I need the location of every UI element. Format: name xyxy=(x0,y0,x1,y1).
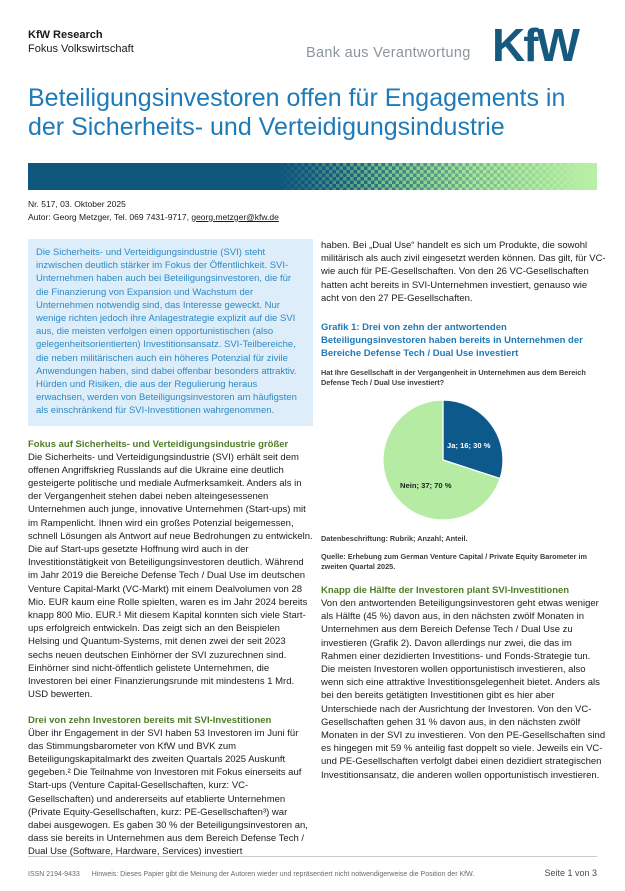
right-column xyxy=(321,239,606,782)
chart-data-label-note: Datenbeschriftung: Rubrik; Anzahl; Anteil. xyxy=(321,534,468,544)
meta-block xyxy=(28,198,279,224)
brand-kfw-research: KfW Research xyxy=(28,29,103,41)
section-heading: Drei von zehn Investoren bereits mit SVI-Investitionen xyxy=(28,714,272,726)
page-number: Seite 1 von 3 xyxy=(544,868,597,878)
author-email-link[interactable]: georg.metzger@kfw.de xyxy=(191,212,279,222)
chart-question: Hat Ihre Gesellschaft in der Vergangenheit in Unternehmen aus dem Bereich Defense Tech / Dual Use investiert? xyxy=(321,368,586,388)
brand-fokus-volkswirtschaft: Fokus Volkswirtschaft xyxy=(28,43,134,55)
page-footer xyxy=(28,856,597,878)
halftone-pattern xyxy=(28,163,597,190)
body-paragraph: haben. Bei „Dual Use“ handelt es sich um Produkte, die sowohl militärisch als auch zivil eingesetzt werden können. Das gilt, für VC- wie auch für PE-Gesellschaften. Von den 26 VC-Gesellschaften hatten acht bereits in SVI-Unternehmen investiert, genauso wie acht von den 27 PE-Gesellschaften. xyxy=(321,240,606,304)
chart-heading: Grafik 1: Drei von zehn der antwortenden Beteiligungsinvestoren haben bereits in Unternehmen der Bereiche Defense Tech / Dual Use investiert xyxy=(321,322,583,360)
chart-source: Quelle: Erhebung zum German Venture Capital / Private Equity Barometer im zweiten Quartal 2025. xyxy=(321,552,587,572)
kfw-logo: KfW xyxy=(492,19,578,71)
body-paragraph: Die Sicherheits- und Verteidigungsindustrie (SVI) erhält seit dem offenen Angriffskrieg Russlands auf die Ukraine eine deutlich gesteigerte politische und mediale Aufmerksamkeit. Anders als in der Vergangenheit stehen dabei neben alteingesessenen Unternehmen auch junge, innovative Unternehmen (Start-ups) mit im Rampenlicht. Ihnen wird ein großes Potenzial beigemessen, schnell Lösungen als Antwort auf neue Bedrohungen zu entwickeln. Die auf Start-ups gesetzte Hoffnung wird auch in der Investitionstätigkeit von Beteiligungsinvestoren deutlich. Während im Jahr 2019 die Bereiche Defense Tech / Dual Use im deutschen Venture Capital-Markt (VC-Markt) mit einem Dealvolumen von 28 Mio. EUR kaum eine Rolle spielten, waren es im Jahr 2024 bereits knapp 800 Mio. EUR.¹ Mit diesem Kapital konnten sich viele Start-ups erfolgreich entwickeln. Das zeigt sich an den Beispielen Helsing und Quantum-Systems, mit denen zwei der seit 2023 sechs neuen deutschen Einhörner der SVI zuzurechnen sind. Einhörner sind nicht-öffentlich gelistete Unternehmen, die Investoren bei einer Finanzierungsrunde mit mindestens 1 Mrd. USD bewerten. xyxy=(28,451,313,701)
section-heading: Knapp die Hälfte der Investoren plant SVI-Investitionen xyxy=(321,585,570,597)
issue-date-line: Nr. 517, 03. Oktober 2025 xyxy=(28,199,126,209)
footer-disclaimer: Hinweis: Dieses Papier gibt die Meinung der Autoren wieder und repräsentiert nicht notwendigerweise die Position der KfW. xyxy=(91,871,475,878)
author-text: Autor: Georg Metzger, Tel. 069 7431-9717, xyxy=(28,212,192,222)
body-paragraph: Von den antwortenden Beteiligungsinvestoren geht etwas weniger als Hälfte (45 %) davon aus, in den nächsten zwölf Monaten in Unternehmen aus dem Bereich Defense Tech / Dual Use zu investieren (Grafik 2). Davon allerdings nur zwei, die das im Rahmen einer dezidierten Investitions- und Fonds-Strategie tun. Die meisten Investoren wollen opportunistisch investieren, also wenn sich eine attraktive Investitionsgelegenheit bietet. Anders als bei den bereits getätigten Investitionen gibt es hier aber Unterschiede nach der Ausrichtung der Investoren. Von den VC-Gesellschaften gehen 31 % davon aus, in den nächsten zwölf Monaten in der SVI zu investieren. Von den PE-Gesellschaften sind es hingegen mit 59 % anteilig fast doppelt so viele. Jeweils ein VC- und PE-Gesellschaften verfolgt dabei einen dezidiert strategischen Investitionsansatz, die anderen wollen opportunistisch investieren. xyxy=(321,598,606,781)
abstract-highlight-box: Die Sicherheits- und Verteidigungsindustrie (SVI) steht inzwischen deutlich stärker im Fokus der Öffentlichkeit. SVI-Unternehmen haben auch bei Beteiligungsinvestoren, die für die Finanzierung von Expansion und Wachstum der Unternehmen notwendig sind, das Interesse geweckt. Nur wenige richten jedoch ihre Anlagestrategie explizit auf die SVI aus, die meisten verfolgen einen opportunistischen (also gelegenheitsorientierten) Investitionsansatz. SVI-Teilbereiche, die neben militärischen auch ein höheres Potenzial für zivile Anwendungen haben, sind dabei offenbar besonders attraktiv. Hürden und Risiken, die aus der Regulierung heraus erwachsen, werden von Beteiligungsinvestoren am häufigsten als einschränkend für SVI-Investitionen wahrgenommen. xyxy=(28,239,313,426)
section-heading: Fokus auf Sicherheits- und Verteidigungsindustrie größer xyxy=(28,438,289,450)
pie-label-ja: Ja; 16; 30 % xyxy=(447,441,491,451)
left-column xyxy=(28,239,313,859)
gradient-divider-bar xyxy=(28,163,597,190)
pie-chart xyxy=(379,396,507,524)
pie-label-nein: Nein; 37; 70 % xyxy=(400,481,452,491)
page-title: Beteiligungsinvestoren offen für Engagements in der Sicherheits- und Verteidigungsindustrie xyxy=(28,84,566,141)
brand-block xyxy=(28,28,134,56)
issn-label: ISSN 2194-9433 xyxy=(28,871,80,878)
body-paragraph: Über ihr Engagement in der SVI haben 53 Investoren im Juni für das Stimmungsbarometer von KfW und BVK zum Beteiligungskapitalmarkt des zweiten Quartals 2025 Auskunft gegeben.² Die Teilnahme von Investoren mit Fokus einerseits auf Start-ups (Venture Capital-Gesellschaften, kurz: VC-Gesellschaften) und andererseits auf etablierte Unternehmen (Private Equity-Gesellschaften, kurz: PE-Gesellschaften³) war dabei ausgewogen. Es gaben 30 % der Beteiligungsinvestoren an, dass sie bereits in Unternehmen aus dem Bereich Defense Tech / Dual Use (Software, Hardware, Services) investiert xyxy=(28,727,308,858)
bank-tagline: Bank aus Verantwortung xyxy=(306,45,471,61)
author-line xyxy=(28,211,279,224)
